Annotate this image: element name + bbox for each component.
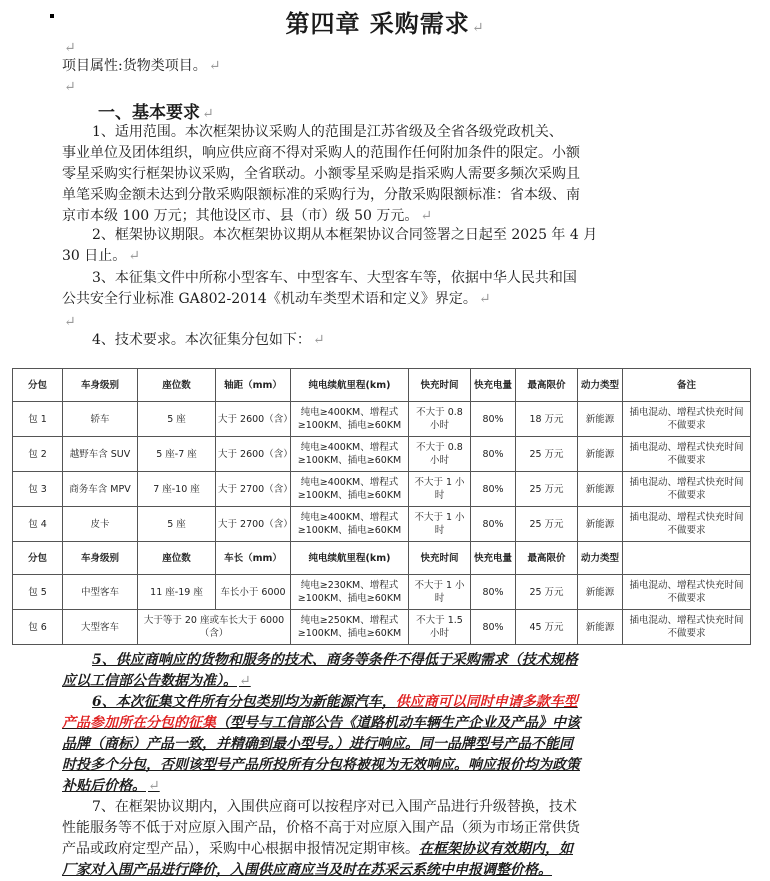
text-line: 时投多个分包，否则该型号产品所投所有分包将被视为无效响应。响应报价均为政策 bbox=[62, 757, 580, 773]
paragraph-definition bbox=[62, 268, 662, 310]
cell-range: 纯电≥400KM、增程式≥100KM、插电≥60KM bbox=[291, 402, 409, 437]
header-cell: 最高限价 bbox=[516, 542, 578, 575]
cell-power-type: 新能源 bbox=[578, 575, 623, 610]
cell-range: 纯电≥250KM、增程式≥100KM、插电≥60KM bbox=[291, 610, 409, 645]
cell-seats: 大于等于 20 座或车长大于 6000（含） bbox=[138, 610, 291, 645]
cell-max-price: 18 万元 bbox=[516, 402, 578, 437]
paragraph-conditions bbox=[62, 650, 672, 692]
table-row bbox=[13, 610, 751, 645]
text-line: 事业单位及团体组织，响应供应商不得对采购人的范围作任何附加条件的限定。小额 bbox=[62, 145, 580, 161]
cell-package: 包 2 bbox=[13, 437, 63, 472]
text-line: 30 日止。 bbox=[62, 248, 127, 264]
cell-range: 纯电≥230KM、增程式≥100KM、插电≥60KM bbox=[291, 575, 409, 610]
paragraph-mark: ↵ bbox=[420, 208, 433, 224]
text-line: 1、适用范围。本次框架协议采购人的范围是江苏省级及全省各级党政机关、 bbox=[92, 124, 563, 140]
text-line: 补贴后价格。 bbox=[62, 778, 146, 794]
cell-charge-time: 不大于 0.8 小时 bbox=[409, 437, 471, 472]
cell-charge-level: 80% bbox=[471, 575, 516, 610]
paragraph-mark: ↵ bbox=[128, 248, 140, 264]
header-cell: 快充时间 bbox=[409, 542, 471, 575]
header-cell: 动力类型 bbox=[578, 542, 623, 575]
cell-range: 纯电≥400KM、增程式≥100KM、插电≥60KM bbox=[291, 472, 409, 507]
cell-charge-time: 不大于 0.8 小时 bbox=[409, 402, 471, 437]
cell-power-type: 新能源 bbox=[578, 402, 623, 437]
cell-package: 包 4 bbox=[13, 507, 63, 542]
cell-note: 插电混动、增程式快充时间不做要求 bbox=[623, 402, 751, 437]
cell-power-type: 新能源 bbox=[578, 610, 623, 645]
header-cell: 纯电续航里程(km) bbox=[291, 369, 409, 402]
cell-note: 插电混动、增程式快充时间不做要求 bbox=[623, 610, 751, 645]
text-line: 性能服务等不低于对应原入围产品，价格不高于对应原入围产品（须为市场正常供货 bbox=[62, 820, 580, 836]
cell-charge-time: 不大于 1 小时 bbox=[409, 472, 471, 507]
header-cell: 纯电续航里程(km) bbox=[291, 542, 409, 575]
cell-range: 纯电≥400KM、增程式≥100KM、插电≥60KM bbox=[291, 507, 409, 542]
cell-dimension: 大于 2700（含） bbox=[216, 507, 291, 542]
text-line: 单笔采购金额未达到分散采购限额标准的采购行为，分散采购限额标准：省本级、南 bbox=[62, 187, 580, 203]
cell-power-type: 新能源 bbox=[578, 507, 623, 542]
paragraph-upgrade bbox=[62, 797, 672, 881]
cell-charge-level: 80% bbox=[471, 437, 516, 472]
header-cell: 分包 bbox=[13, 542, 63, 575]
header-cell: 座位数 bbox=[138, 369, 216, 402]
cell-note: 插电混动、增程式快充时间不做要求 bbox=[623, 507, 751, 542]
cell-charge-level: 80% bbox=[471, 610, 516, 645]
cell-charge-time: 不大于 1.5 小时 bbox=[409, 610, 471, 645]
header-cell: 快充时间 bbox=[409, 369, 471, 402]
paragraph-mark: ↵ bbox=[471, 20, 485, 36]
chapter-title-text: 第四章 采购需求 bbox=[285, 9, 470, 38]
cell-max-price: 25 万元 bbox=[516, 437, 578, 472]
cell-dimension: 车长小于 6000 bbox=[216, 575, 291, 610]
tech-req-text: 4、技术要求。本次征集分包如下： bbox=[92, 332, 311, 348]
text-line: 5、供应商响应的货物和服务的技术、商务等条件不得低于采购需求（技术规格 bbox=[92, 652, 578, 668]
paragraph-mark: ↵ bbox=[312, 332, 325, 348]
header-cell: 车身级别 bbox=[63, 542, 138, 575]
cell-charge-level: 80% bbox=[471, 472, 516, 507]
empty-line bbox=[62, 38, 76, 58]
cell-power-type: 新能源 bbox=[578, 437, 623, 472]
cell-level: 皮卡 bbox=[63, 507, 138, 542]
header-cell: 轴距（mm） bbox=[216, 369, 291, 402]
text-line: 公共安全行业标准 GA802-2014《机动车类型术语和定义》界定。 bbox=[62, 291, 477, 307]
header-cell: 快充电量 bbox=[471, 369, 516, 402]
header-cell: 动力类型 bbox=[578, 369, 623, 402]
cell-package: 包 3 bbox=[13, 472, 63, 507]
cell-dimension: 大于 2600（含） bbox=[216, 402, 291, 437]
paragraph-tech-req bbox=[92, 330, 325, 350]
paragraph-mark: ↵ bbox=[64, 40, 76, 56]
table-row bbox=[13, 575, 751, 610]
paragraph-new-energy bbox=[62, 692, 672, 797]
cell-level: 商务车含 MPV bbox=[63, 472, 138, 507]
header-cell: 最高限价 bbox=[516, 369, 578, 402]
header-cell: 车长（mm） bbox=[216, 542, 291, 575]
text-line: 6、本次征集文件所有分包类别均为新能源汽车， bbox=[92, 694, 396, 710]
cell-charge-level: 80% bbox=[471, 507, 516, 542]
cell-charge-time: 不大于 1 小时 bbox=[409, 575, 471, 610]
cell-power-type: 新能源 bbox=[578, 472, 623, 507]
emphasized-text: 在框架协议有效期内，如 bbox=[419, 841, 573, 857]
cell-note: 插电混动、增程式快充时间不做要求 bbox=[623, 472, 751, 507]
table-row bbox=[13, 437, 751, 472]
cell-max-price: 25 万元 bbox=[516, 575, 578, 610]
paragraph-mark: ↵ bbox=[478, 291, 491, 307]
text-line: 零星采购实行框架协议采购，全省联动。小额零星采购是指采购人需要多频次采购且 bbox=[62, 166, 580, 182]
cell-seats: 7 座-10 座 bbox=[138, 472, 216, 507]
package-table bbox=[12, 368, 751, 645]
section-heading-text: 一、基本要求 bbox=[98, 103, 200, 123]
header-cell: 座位数 bbox=[138, 542, 216, 575]
cell-level: 中型客车 bbox=[63, 575, 138, 610]
project-attribute-text: 项目属性:货物类项目。 bbox=[62, 58, 207, 74]
header-cell: 分包 bbox=[13, 369, 63, 402]
cell-package: 包 5 bbox=[13, 575, 63, 610]
section-heading bbox=[98, 98, 214, 123]
header-cell bbox=[623, 542, 751, 575]
highlighted-text: 产品参加所在分包的征集 bbox=[62, 715, 216, 731]
cell-package: 包 1 bbox=[13, 402, 63, 437]
empty-line bbox=[62, 77, 76, 97]
cell-seats: 5 座 bbox=[138, 402, 216, 437]
text-line: （型号与工信部公告《道路机动车辆生产企业及产品》中该 bbox=[216, 715, 580, 731]
text-line: 品牌（商标）产品一致，并精确到最小型号。）进行响应。同一品牌型号产品不能同 bbox=[62, 736, 573, 752]
paragraph-mark: ↵ bbox=[64, 314, 76, 330]
text-line: 应以工信部公告数据为准）。 bbox=[62, 673, 237, 689]
text-line: 京市本级 100 万元；其他设区市、县（市）级 50 万元。 bbox=[62, 208, 419, 224]
table-header-row bbox=[13, 369, 751, 402]
table-row bbox=[13, 507, 751, 542]
header-cell: 备注 bbox=[623, 369, 751, 402]
cell-note: 插电混动、增程式快充时间不做要求 bbox=[623, 575, 751, 610]
highlighted-text: 供应商可以同时申请多款车型 bbox=[395, 694, 578, 710]
table-row bbox=[13, 472, 751, 507]
paragraph-mark: ↵ bbox=[239, 673, 251, 689]
table-header-row bbox=[13, 542, 751, 575]
table-row bbox=[13, 402, 751, 437]
cell-dimension: 大于 2700（含） bbox=[216, 472, 291, 507]
cell-seats: 5 座 bbox=[138, 507, 216, 542]
text-line: 7、在框架协议期内，入围供应商可以按程序对已入围产品进行升级替换，技术 bbox=[92, 799, 577, 815]
cell-range: 纯电≥400KM、增程式≥100KM、插电≥60KM bbox=[291, 437, 409, 472]
cell-max-price: 25 万元 bbox=[516, 472, 578, 507]
text-line: 3、本征集文件中所称小型客车、中型客车、大型客车等，依据中华人民共和国 bbox=[92, 270, 577, 286]
cell-level: 轿车 bbox=[63, 402, 138, 437]
header-cell: 车身级别 bbox=[63, 369, 138, 402]
paragraph-mark: ↵ bbox=[202, 106, 214, 122]
header-cell: 快充电量 bbox=[471, 542, 516, 575]
cell-package: 包 6 bbox=[13, 610, 63, 645]
paragraph-mark: ↵ bbox=[148, 778, 160, 794]
paragraph-mark: ↵ bbox=[64, 79, 76, 95]
paragraph-period bbox=[62, 225, 662, 267]
text-line: 产品或政府定型产品），采购中心根据申报情况定期审核。 bbox=[62, 841, 419, 857]
cell-seats: 5 座-7 座 bbox=[138, 437, 216, 472]
paragraph-mark: ↵ bbox=[208, 58, 221, 74]
cell-level: 越野车含 SUV bbox=[63, 437, 138, 472]
cell-dimension: 大于 2600（含） bbox=[216, 437, 291, 472]
empty-line bbox=[62, 312, 76, 332]
cell-level: 大型客车 bbox=[63, 610, 138, 645]
cell-charge-level: 80% bbox=[471, 402, 516, 437]
text-line: 2、框架协议期限。本次框架协议期从本框架协议合同签署之日起至 2025 年 4 月 bbox=[92, 227, 598, 243]
chapter-title bbox=[0, 4, 770, 39]
cell-charge-time: 不大于 1 小时 bbox=[409, 507, 471, 542]
cell-max-price: 45 万元 bbox=[516, 610, 578, 645]
emphasized-text: 厂家对入围产品进行降价，入围供应商应当及时在苏采云系统中申报调整价格。 bbox=[62, 862, 552, 878]
paragraph-scope bbox=[62, 122, 662, 227]
cell-note: 插电混动、增程式快充时间不做要求 bbox=[623, 437, 751, 472]
project-attribute bbox=[62, 56, 220, 76]
cell-max-price: 25 万元 bbox=[516, 507, 578, 542]
cell-seats: 11 座-19 座 bbox=[138, 575, 216, 610]
